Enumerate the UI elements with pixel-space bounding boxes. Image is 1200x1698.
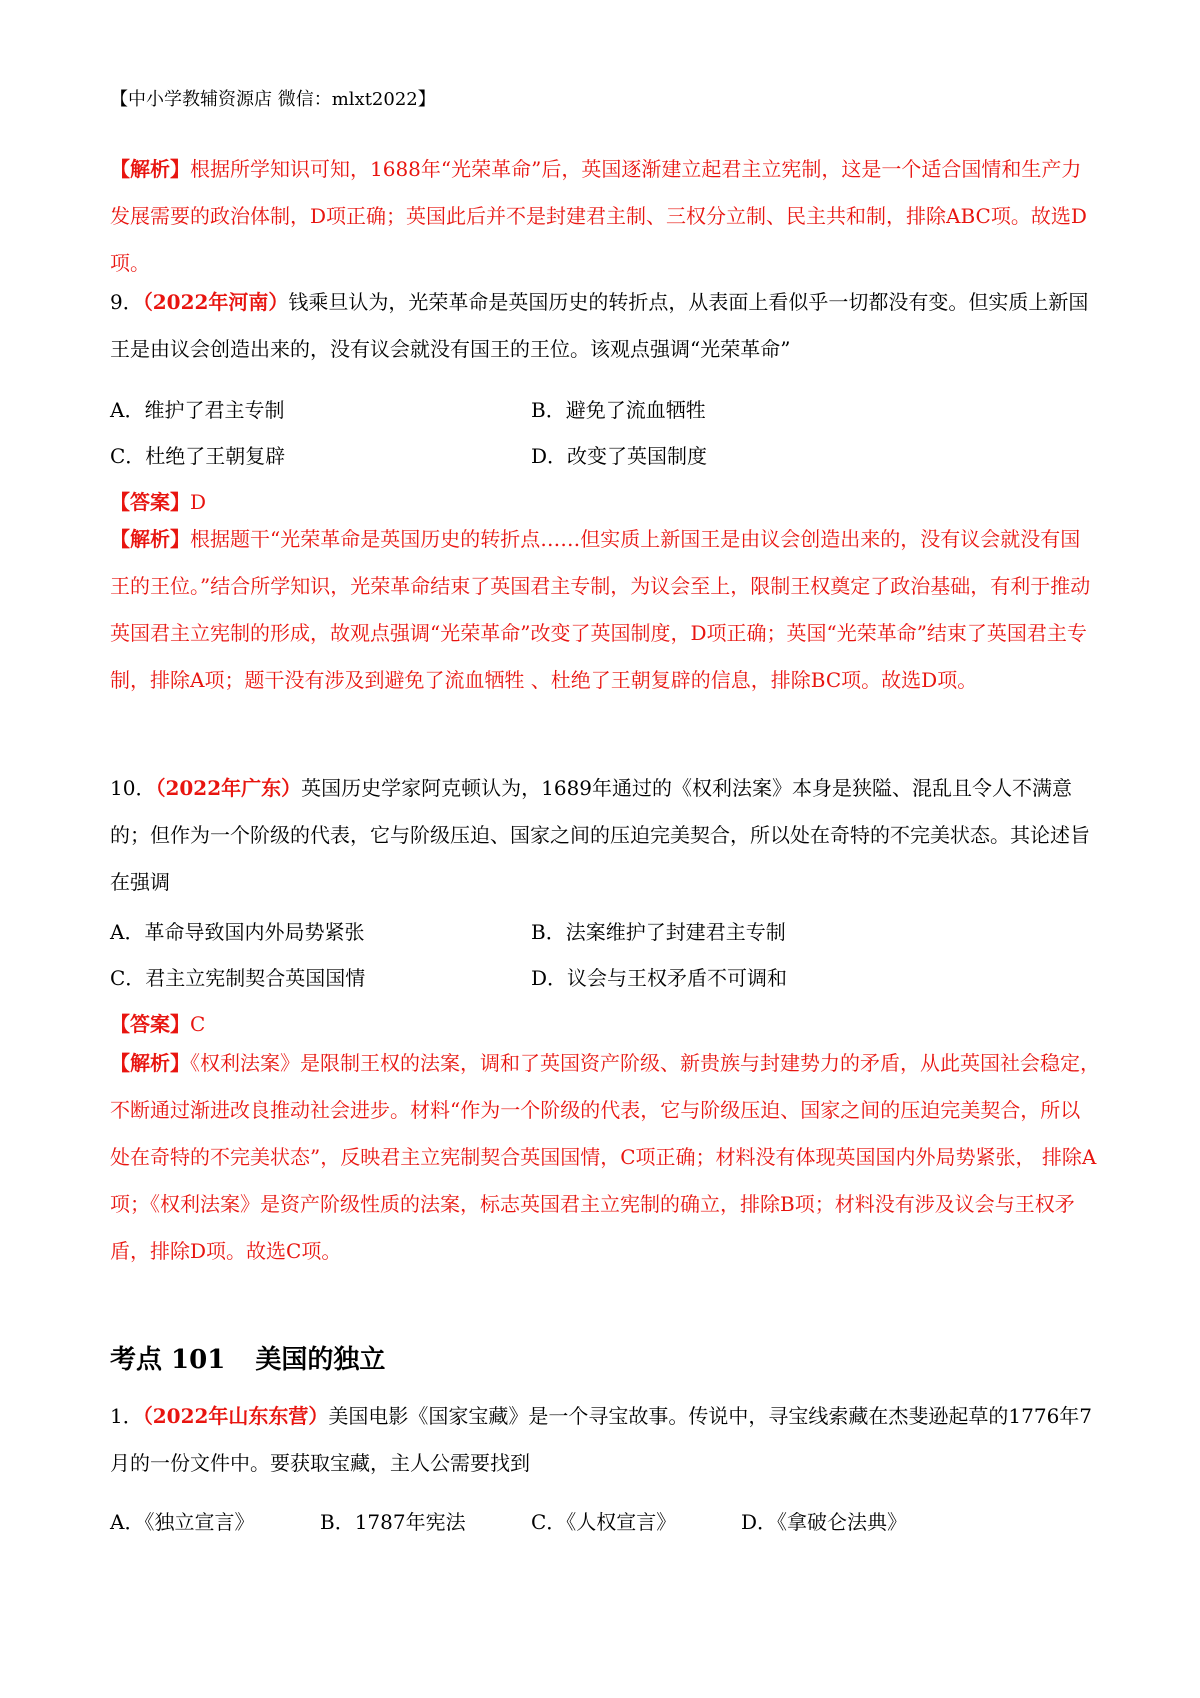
q9-analysis-label: 【解析】 [110,527,190,551]
q9-option-a: A．维护了君主专制 [110,398,285,422]
q8-analysis [110,146,1100,287]
q10-answer-value: C [190,1012,206,1036]
section-title: 美国的独立 [255,1345,386,1375]
q8-analysis-label: 【解析】 [110,157,190,181]
q10-option-c: C．君主立宪制契合英国国情 [110,966,366,990]
q1-stem [110,1393,1100,1487]
q1-option-a: A．《独立宣言》 [110,1510,255,1534]
q10-stem [110,765,1100,906]
q9-analysis [110,516,1100,704]
header-watermark: 【中小学教辅资源店 微信：mlxt2022】 [110,89,436,110]
q1-option-d: D．《拿破仑法典》 [741,1510,908,1534]
q10-source: （2022年广东） [155,776,302,800]
q9-stem [110,279,1100,373]
q10-number: 10． [110,776,156,800]
q9-option-b: B．避免了流血牺牲 [531,398,706,422]
q9-option-c: C．杜绝了王朝复辟 [110,444,286,468]
q9-answer-label: 【答案】 [110,490,190,514]
q1-stem-text: 美国电影《国家宝藏》是一个寻宝故事。传说中，寻宝线索藏在杰斐逊起草的1776年7月的一份文件中。要获取宝藏，主人公需要找到 [110,1404,1093,1475]
q10-option-d: D．议会与王权矛盾不可调和 [531,966,788,990]
q1-option-b: B．1787年宪法 [320,1510,466,1534]
q9-answer [110,488,206,516]
q10-analysis-label: 【解析】 [110,1051,190,1075]
q1-source: （2022年山东东营） [142,1404,329,1428]
q10-analysis-text: 《权利法案》是限制王权的法案，调和了英国资产阶级、新贵族与封建势力的矛盾，从此英国社会稳定，不断通过渐进改良推动社会进步。材料“作为一个阶级的代表，它与阶级压迫、国家之间的压迫完美契合，所以处在奇特的不完美状态”，反映君主立宪制契合英国国情，C项正确；材料没有体现英国国内外局势紧张， 排除A项；《权利法案》是资产阶级性质的法案，标志英国君主立宪制的确立，排除B项；材料没有涉及议会与王权矛盾，排除D项。故选C项。 [110,1051,1100,1263]
section-code: 考点 101 [110,1345,226,1375]
q10-option-b: B．法案维护了封建君主专制 [531,920,786,944]
q10-answer-label: 【答案】 [110,1012,190,1036]
section-heading [110,1342,385,1378]
q10-stem-text: 英国历史学家阿克顿认为，1689年通过的《权利法案》本身是狭隘、混乱且令人不满意的；但作为一个阶级的代表，它与阶级压迫、国家之间的压迫完美契合，所以处在奇特的不完美状态。其论述旨在强调 [110,776,1090,894]
q1-number: 1． [110,1404,143,1428]
q1-option-c: C．《人权宣言》 [531,1510,677,1534]
q10-answer [110,1010,205,1038]
q10-analysis [110,1040,1100,1275]
q9-stem-text: 钱乘旦认为，光荣革命是英国历史的转折点，从表面上看似乎一切都没有变。但实质上新国王是由议会创造出来的，没有议会就没有国王的王位。该观点强调“光荣革命” [110,290,1089,361]
q9-source: （2022年河南） [142,290,289,314]
q8-analysis-text: 根据所学知识可知，1688年“光荣革命”后，英国逐渐建立起君主立宪制，这是一个适合国情和生产力发展需要的政治体制，D项正确；英国此后并不是封建君主制、三权分立制、民主共和制，排除ABC项。故选D项。 [110,157,1087,275]
q9-analysis-text: 根据题干“光荣革命是英国历史的转折点……但实质上新国王是由议会创造出来的，没有议会就没有国王的王位。”结合所学知识，光荣革命结束了英国君主专制，为议会至上，限制王权奠定了政治基础，有利于推动英国君主立宪制的形成，故观点强调“光荣革命”改变了英国制度，D项正确；英国“光荣革命”结束了英国君主专制，排除A项；题干没有涉及到避免了流血牺牲 、杜绝了王朝复辟的信息，排除BC项。故选D项。 [110,527,1091,692]
q10-option-a: A．革命导致国内外局势紧张 [110,920,365,944]
q9-number: 9． [110,290,143,314]
q9-answer-value: D [190,490,207,514]
q9-option-d: D．改变了英国制度 [531,444,708,468]
